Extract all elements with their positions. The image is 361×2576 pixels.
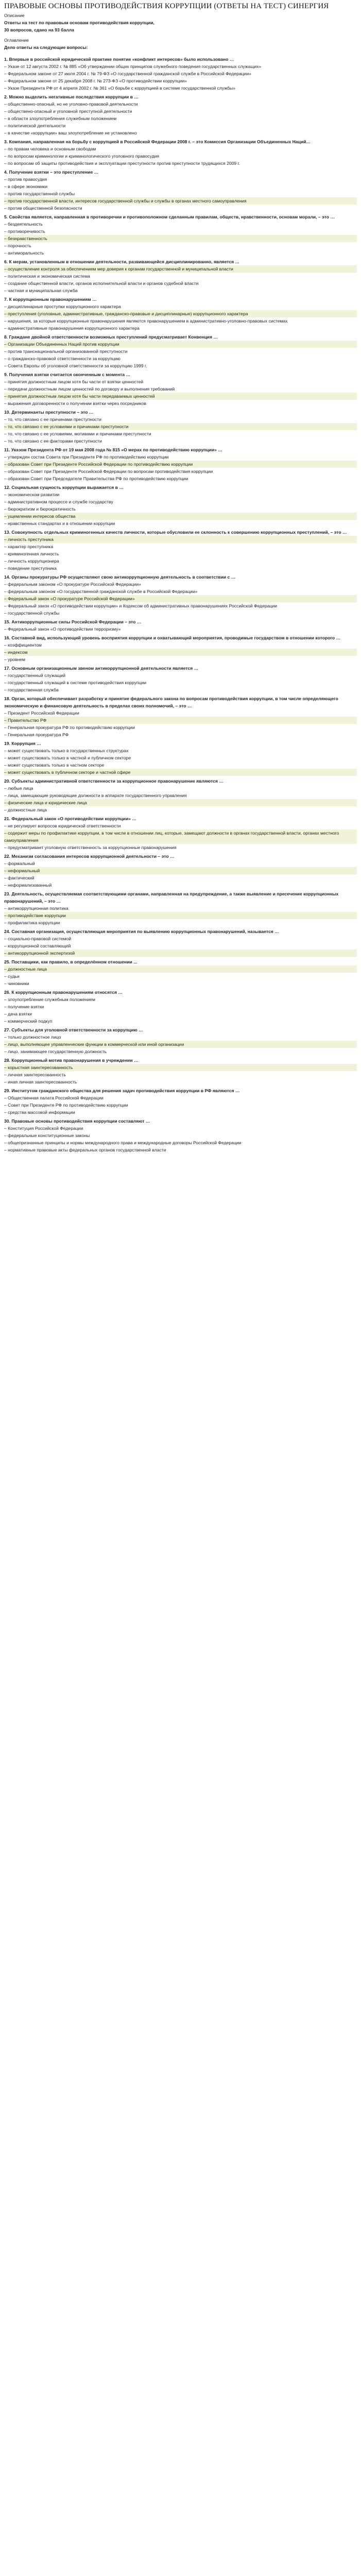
question-block: [4, 484, 357, 527]
answer-option: – то, что связано с ее факторами преступности: [4, 438, 102, 444]
question-block: [4, 890, 357, 926]
answer-option-correct: – Федеральный закон «О прокуратуре Российской Федерации»: [4, 595, 357, 602]
answer-option: – предусматривает уголовную ответственность за коррупционные правонарушения: [4, 845, 177, 850]
answer-option-correct: – антикоррупционной экспертизой: [4, 950, 357, 957]
answer-option: – Президент Российской Федерации: [4, 710, 79, 716]
question-title: 24. Составная организация, осуществляющая мероприятия по выявлению коррупционных правонарушений, называется …: [4, 929, 279, 934]
question-block: [4, 56, 357, 92]
question-title: 20. Субъекты административной ответственности за коррупционное правонарушение являются …: [4, 778, 224, 784]
question-block: [4, 665, 357, 693]
question-block: [4, 213, 357, 257]
question-title: 8. Граждане двойной ответственности возможных преступлений предусматривает Конвенция …: [4, 334, 218, 340]
question-title: 5. Свойства является, направленная в противоречии и противоположном сделанным правилам, обществ, нравственности, основам морали, – это …: [4, 214, 335, 219]
question-title: 15. Антикоррупционные силы Российской Федерации – это …: [4, 619, 142, 624]
answer-option: – против государственной службы: [4, 191, 75, 196]
answer-option-correct: – принятия должностным лицом хотя бы части передаваемых ценностей: [4, 393, 357, 400]
question-title: 2. Можно выделить негативные последствия коррупции в …: [4, 94, 139, 99]
answer-option: – о гражданско-правовой ответственности за коррупцию: [4, 356, 121, 361]
question-block: [4, 258, 357, 294]
question-title: 10. Детерминанты преступности – это …: [4, 410, 94, 415]
answer-option: – Общественная палата Российской Федерации: [4, 1095, 104, 1100]
answer-option: – в качестве «коррупции» ваш злоупотребление не установлено: [4, 130, 137, 135]
answer-option-correct: – физические лица и юридические лица: [4, 799, 357, 806]
answer-option: – государственной службы: [4, 611, 60, 616]
answer-option: – Указе Президента РФ от 4 апреля 2002 г. № 361 «О борьбе с коррупцией в системе государственной службы»: [4, 86, 236, 91]
question-title: 12. Социальная сущность коррупции выражается в …: [4, 485, 124, 490]
answer-option: – Конституция Российской Федерации: [4, 1126, 83, 1131]
answer-option: – Генеральная прокуратура РФ: [4, 732, 69, 737]
question-block: [4, 1026, 357, 1055]
answer-option-correct: – лицо, выполняющее управленческие функции в коммерческой или иной организации: [4, 1041, 357, 1048]
answer-option: – иная личная заинтересованность: [4, 1079, 77, 1084]
answer-option-correct: – Организации Объединенных Наций против коррупции: [4, 341, 357, 348]
answer-option-correct: – содержит меры по профилактике коррупции, в том числе в отношении лиц, которые, замещают должности в органах государственной власти, органах местного самоуправления: [4, 829, 357, 844]
question-block: [4, 333, 357, 369]
list-heading: Дело ответы на следующие вопросы:: [4, 45, 88, 50]
question-title: 6. К мерам, установленным в отношении деятельности, развивающейся дисциплинированно, является …: [4, 259, 240, 264]
question-block: [4, 573, 357, 617]
answer-option: – по вопросам криминологии и криминологического уголовного правосудия: [4, 154, 160, 159]
question-title: 16. Составной вид, использующий уровень восприятия коррупции и охватывающий мероприятия, проводимые государством в отношении которого …: [4, 635, 341, 640]
answer-option: – криминогенная личность: [4, 551, 59, 556]
answer-option: – государственный служащий в системе противодействия коррупции: [4, 680, 147, 685]
answer-option: – выражения договоренности о получении взятки через посредников: [4, 401, 147, 406]
answer-option: – бюрократизм и бюрократичность: [4, 506, 76, 512]
answer-option: – государственная служба: [4, 687, 59, 692]
answer-option-correct: – образован Совет при Президенте Российской Федерации по противодействию коррупции: [4, 461, 357, 468]
count-line: 30 вопросов, сдано на 93 балла: [4, 27, 74, 32]
question-title: 9. Получения взятки считается оконченным с момента …: [4, 372, 131, 377]
answer-option: – может существовать только в государственных структурах: [4, 748, 129, 753]
question-block: [4, 409, 357, 445]
question-block: [4, 529, 357, 572]
answer-option: – в области злоупотребления служебным положением: [4, 116, 117, 121]
answer-option: – создание общественной власти, органов исполнительной власти и органов судебной власти: [4, 281, 199, 286]
question-block: [4, 989, 357, 1025]
answer-option: – личность коррупционера: [4, 558, 59, 564]
answer-option: – федеральным законом «О государственной гражданской службе в Российской Федерации»: [4, 589, 198, 594]
answer-option: – противоречивость: [4, 229, 45, 234]
answer-option: – коррупционной составляющей: [4, 943, 71, 948]
answer-option: – утвержден состав Совета при Президенте РФ по противодействию коррупции: [4, 454, 169, 460]
question-block: [4, 815, 357, 851]
question-list: [4, 56, 357, 1154]
answer-option: – административные правонарушения коррупционного характера: [4, 326, 140, 331]
answer-option: – передачи должностным лицом ценностей по договору и выполнения требований: [4, 386, 175, 392]
answer-option-correct: – противодействие коррупции: [4, 912, 357, 919]
answer-option: – образован Совет при Президенте Российской Федерации по вопросам противодействия коррупции: [4, 469, 213, 474]
answer-option: – получение взятки: [4, 1004, 44, 1009]
answer-option: – бездеятельность: [4, 222, 43, 227]
question-title: 17. Основным организационным звеном антикоррупционной деятельности является …: [4, 666, 199, 671]
answer-option: – социально-правовой системой: [4, 936, 72, 941]
answer-option: – то, что связано с ее причинами преступности: [4, 417, 101, 422]
answer-option: – может существовать только в частном секторе: [4, 762, 105, 768]
answer-option: – политической деятельности: [4, 123, 66, 128]
question-title: 19. Коррупция …: [4, 741, 41, 746]
contents-label: Оглавление: [4, 38, 29, 43]
question-block: [4, 1057, 357, 1086]
answer-option-correct: – должностные лица: [4, 965, 357, 973]
answer-option: – формальный: [4, 861, 35, 866]
answer-option: – Федеральном законе от 27 июля 2004 г. № 79-ФЗ «О государственной гражданской службе в Российской Федерации»: [4, 71, 251, 76]
question-title: 30. Правовые основы противодействия коррупции составляют …: [4, 1118, 150, 1124]
question-title: 14. Органы прокуратуры РФ осуществляют свою антикоррупционную деятельность в соответствии с …: [4, 574, 236, 580]
question-block: [4, 168, 357, 212]
question-title: 13. Совокупность отдельных криминогенных качеств личности, которые обусловили ее склонность к совершению коррупционных преступлений, – это …: [4, 530, 347, 535]
answer-option: – против правосудия: [4, 177, 47, 182]
answer-option: – государственный служащий: [4, 673, 66, 678]
spacer: [4, 51, 357, 54]
answer-option: – любые лица: [4, 786, 33, 791]
question-title: 4. Получение взятки – это преступление …: [4, 170, 99, 175]
question-title: 21. Федеральный закон «О противодействии коррупции» …: [4, 816, 136, 821]
question-title: 26. К коррупционным правонарушениям относятся …: [4, 990, 123, 995]
answer-option: – против транснациональной организованной преступности: [4, 349, 128, 354]
answer-option-correct: – Правительство РФ: [4, 717, 357, 724]
answer-option: – общественно-опасный, но не уголовно-правовой деятельности: [4, 101, 138, 107]
answer-option: – против общественной безопасности: [4, 206, 82, 211]
answer-option: – обществено-опасный и уголовной преступной деятельности: [4, 109, 132, 114]
answer-option: – нравственных стандартах и в отношении коррупции: [4, 521, 115, 526]
answer-option: – профилактика коррупции: [4, 920, 60, 925]
question-title: 22. Механизм согласования интересов коррупционной деятельности – это …: [4, 854, 175, 859]
question-block: [4, 1117, 357, 1154]
answer-option: – злоупотребление служебным положением: [4, 997, 95, 1002]
question-title: 25. Поставщики, как правило, в определённом отношении ...: [4, 959, 137, 964]
answer-option: – поведение преступника: [4, 566, 57, 571]
answer-option-correct: – осуществление контроля за обеспечением мер доверия к органам государственной и муниципальной власти: [4, 265, 357, 273]
document-page: [0, 0, 361, 1159]
answer-option: – принятия должностным лицом хотя бы части от взятки ценностей: [4, 379, 144, 384]
answer-option: – Федеральный закон «О противодействии терроризму»: [4, 626, 121, 632]
question-block: [4, 777, 357, 814]
answer-option-correct: – корыстная заинтересованность: [4, 1064, 357, 1071]
answer-option: – федеральным законом «О прокуратуре Российской Федерации»: [4, 582, 141, 587]
answer-option: – по вопросам об защиты противодействия и эксплуатации преступности против преступности трудящихся 2009 г.: [4, 161, 240, 166]
question-title: 28. Коррупционный мотив правонарушения в учреждении …: [4, 1058, 139, 1063]
answer-option: – то, что связано с ее условиями, мотивами и причинами преступности: [4, 431, 151, 436]
answer-option: – должностные лица: [4, 807, 47, 812]
answer-option: – частная и муниципальная служба: [4, 288, 78, 293]
answer-option: – нарушения, за которые коррупционные правонарушения являются правонарушением в административно-уголовно-правовых системах: [4, 318, 288, 324]
answer-option: – судьи: [4, 974, 20, 979]
answer-option-correct: – безнравственность: [4, 235, 357, 242]
answer-option: – Генеральная прокуратура РФ по противодействию коррупции: [4, 725, 135, 730]
question-block: [4, 853, 357, 889]
answer-option-correct: – против государственной власти, интересов государственной службы и службы в органах местного самоуправления: [4, 197, 357, 205]
answer-option: – в сфере экономики: [4, 184, 48, 189]
answer-option: – Федеральном законе от 25 декабря 2008 г. № 273-ФЗ «О противодействии коррупции»: [4, 78, 187, 83]
question-title: 1. Впервые в российской юридической практике понятие «конфликт интересов» было использовано …: [4, 57, 234, 62]
answer-option: – лицо, занимающее государственную должность: [4, 1049, 107, 1054]
answer-option: – Совета Европы об уголовной ответственности за коррупцию 1999 г.: [4, 363, 147, 368]
answer-option: – антикоррупционная политика: [4, 906, 68, 911]
answer-option: – экономическом развитии: [4, 492, 60, 497]
answer-option: – политическая и экономическая система: [4, 274, 90, 279]
answer-option: – характер преступника: [4, 544, 54, 549]
question-block: [4, 138, 357, 167]
answer-option: – неформализованный: [4, 883, 52, 888]
answer-option-correct: – преступления (уголовные, административные, гражданско-правовые и дисциплинарные) коррупционного характера: [4, 310, 357, 317]
answer-option: – личная заинтересованность: [4, 1072, 66, 1077]
question-title: 18. Орган, который обеспечивает разработку и принятие федерального закона по вопросам противодействия коррупции, в том числе определяющего экономическую и финансовую деятельность в пределах своих полномочий, – это …: [4, 696, 338, 708]
question-block: [4, 371, 357, 407]
answer-option: – порочность: [4, 243, 31, 248]
question-block: [4, 296, 357, 332]
question-title: 27. Субъекты для уголовной ответственности за коррупцию …: [4, 1027, 143, 1032]
answer-option: – не регулирует вопросов юридической ответственности: [4, 823, 121, 828]
answer-option: – чиновники: [4, 981, 29, 986]
answer-option: – средства массовой информации: [4, 1110, 75, 1115]
answer-option-correct: – неформальный: [4, 867, 357, 874]
answer-option: – фактический: [4, 875, 35, 880]
answer-option: – дисциплинарные проступки коррупционного характера: [4, 304, 121, 309]
question-title: 3. Компания, направленная на борьбу с коррупцией в Российской Федерации 2008 г. – это Комиссия Организации Объединенных Наций…: [4, 139, 311, 144]
question-block: [4, 958, 357, 987]
answers-heading: Ответы на тест по правовым основам противодействия коррупции,: [4, 20, 154, 25]
question-title: 23. Деятельность, осуществляемая соответствующими органами, направленная на предупреждение, а также выявление и пресечение коррупционных правонарушений, – это …: [4, 891, 339, 904]
answer-option: – Федеральный закон «О противодействии коррупции» и Кодексом об административных правонарушениях Российской Федерации: [4, 603, 278, 608]
question-block: [4, 1087, 357, 1116]
answer-option: – общепризнанные принципы и нормы международного права и международные договоры Российской Федерации: [4, 1140, 242, 1145]
answer-option: – может существовать только в частной и публичном секторе: [4, 755, 131, 760]
question-block: [4, 928, 357, 957]
answer-option-correct: – может существовать в публичном секторе и частной сфере: [4, 769, 357, 776]
answer-option: – федеральные конституционные законы: [4, 1133, 90, 1138]
answer-option: – уровнем: [4, 657, 25, 662]
question-block: [4, 695, 357, 738]
question-title: 11. Указом Президента РФ от 19 мая 2008 года № 815 «О мерах по противодействию коррупции» …: [4, 447, 222, 452]
answer-option: – коэффициентом: [4, 642, 42, 648]
answer-option: – образован Совет при Председателе Правительства РФ по противодействию коррупции: [4, 476, 188, 481]
question-block: [4, 634, 357, 663]
question-title: 7. К коррупционным правонарушениям …: [4, 297, 97, 302]
document-title: ПРАВОВЫЕ ОСНОВЫ ПРОТИВОДЕЙСТВИЯ КОРРУПЦИИ (ОТВЕТЫ НА ТЕСТ) СИНЕРГИЯ: [4, 2, 329, 10]
question-title: 29. Институтом гражданского общества для решения задач противодействия коррупции в РФ являются …: [4, 1088, 240, 1093]
answer-option: – дача взятки: [4, 1011, 32, 1016]
question-block: [4, 446, 357, 482]
question-block: [4, 618, 357, 633]
answer-option: – антиморальность: [4, 250, 44, 256]
answer-option: – нормативные правовые акты федеральных органов государственной власти: [4, 1147, 166, 1153]
answer-option: – коммерческий подкуп: [4, 1019, 53, 1024]
answer-option: – по правам человека и основным свободам: [4, 146, 96, 151]
answer-option: – лица, замещающие руководящие должности в аппарате государственного управления: [4, 793, 187, 798]
answer-option: – только должностное лицо: [4, 1035, 61, 1040]
answer-option-correct: – то, что связано с ее условиями и причинами преступности: [4, 423, 357, 430]
answer-option: – Совет при Президенте РФ по противодействию коррупции: [4, 1103, 128, 1108]
question-block: [4, 93, 357, 137]
answer-option: – Указе от 12 августа 2002 г. № 885 «Об утверждении общих принципов служебного поведения государственных служащих»: [4, 64, 262, 69]
answer-option-correct: – ущемлении интересов общества: [4, 513, 357, 520]
answer-option: – административном процессе и службе государству: [4, 499, 113, 504]
answer-option-correct: – индексом: [4, 649, 357, 656]
question-block: [4, 740, 357, 776]
answer-option-correct: – личность преступника: [4, 536, 357, 543]
description-label: Описание: [4, 13, 25, 18]
